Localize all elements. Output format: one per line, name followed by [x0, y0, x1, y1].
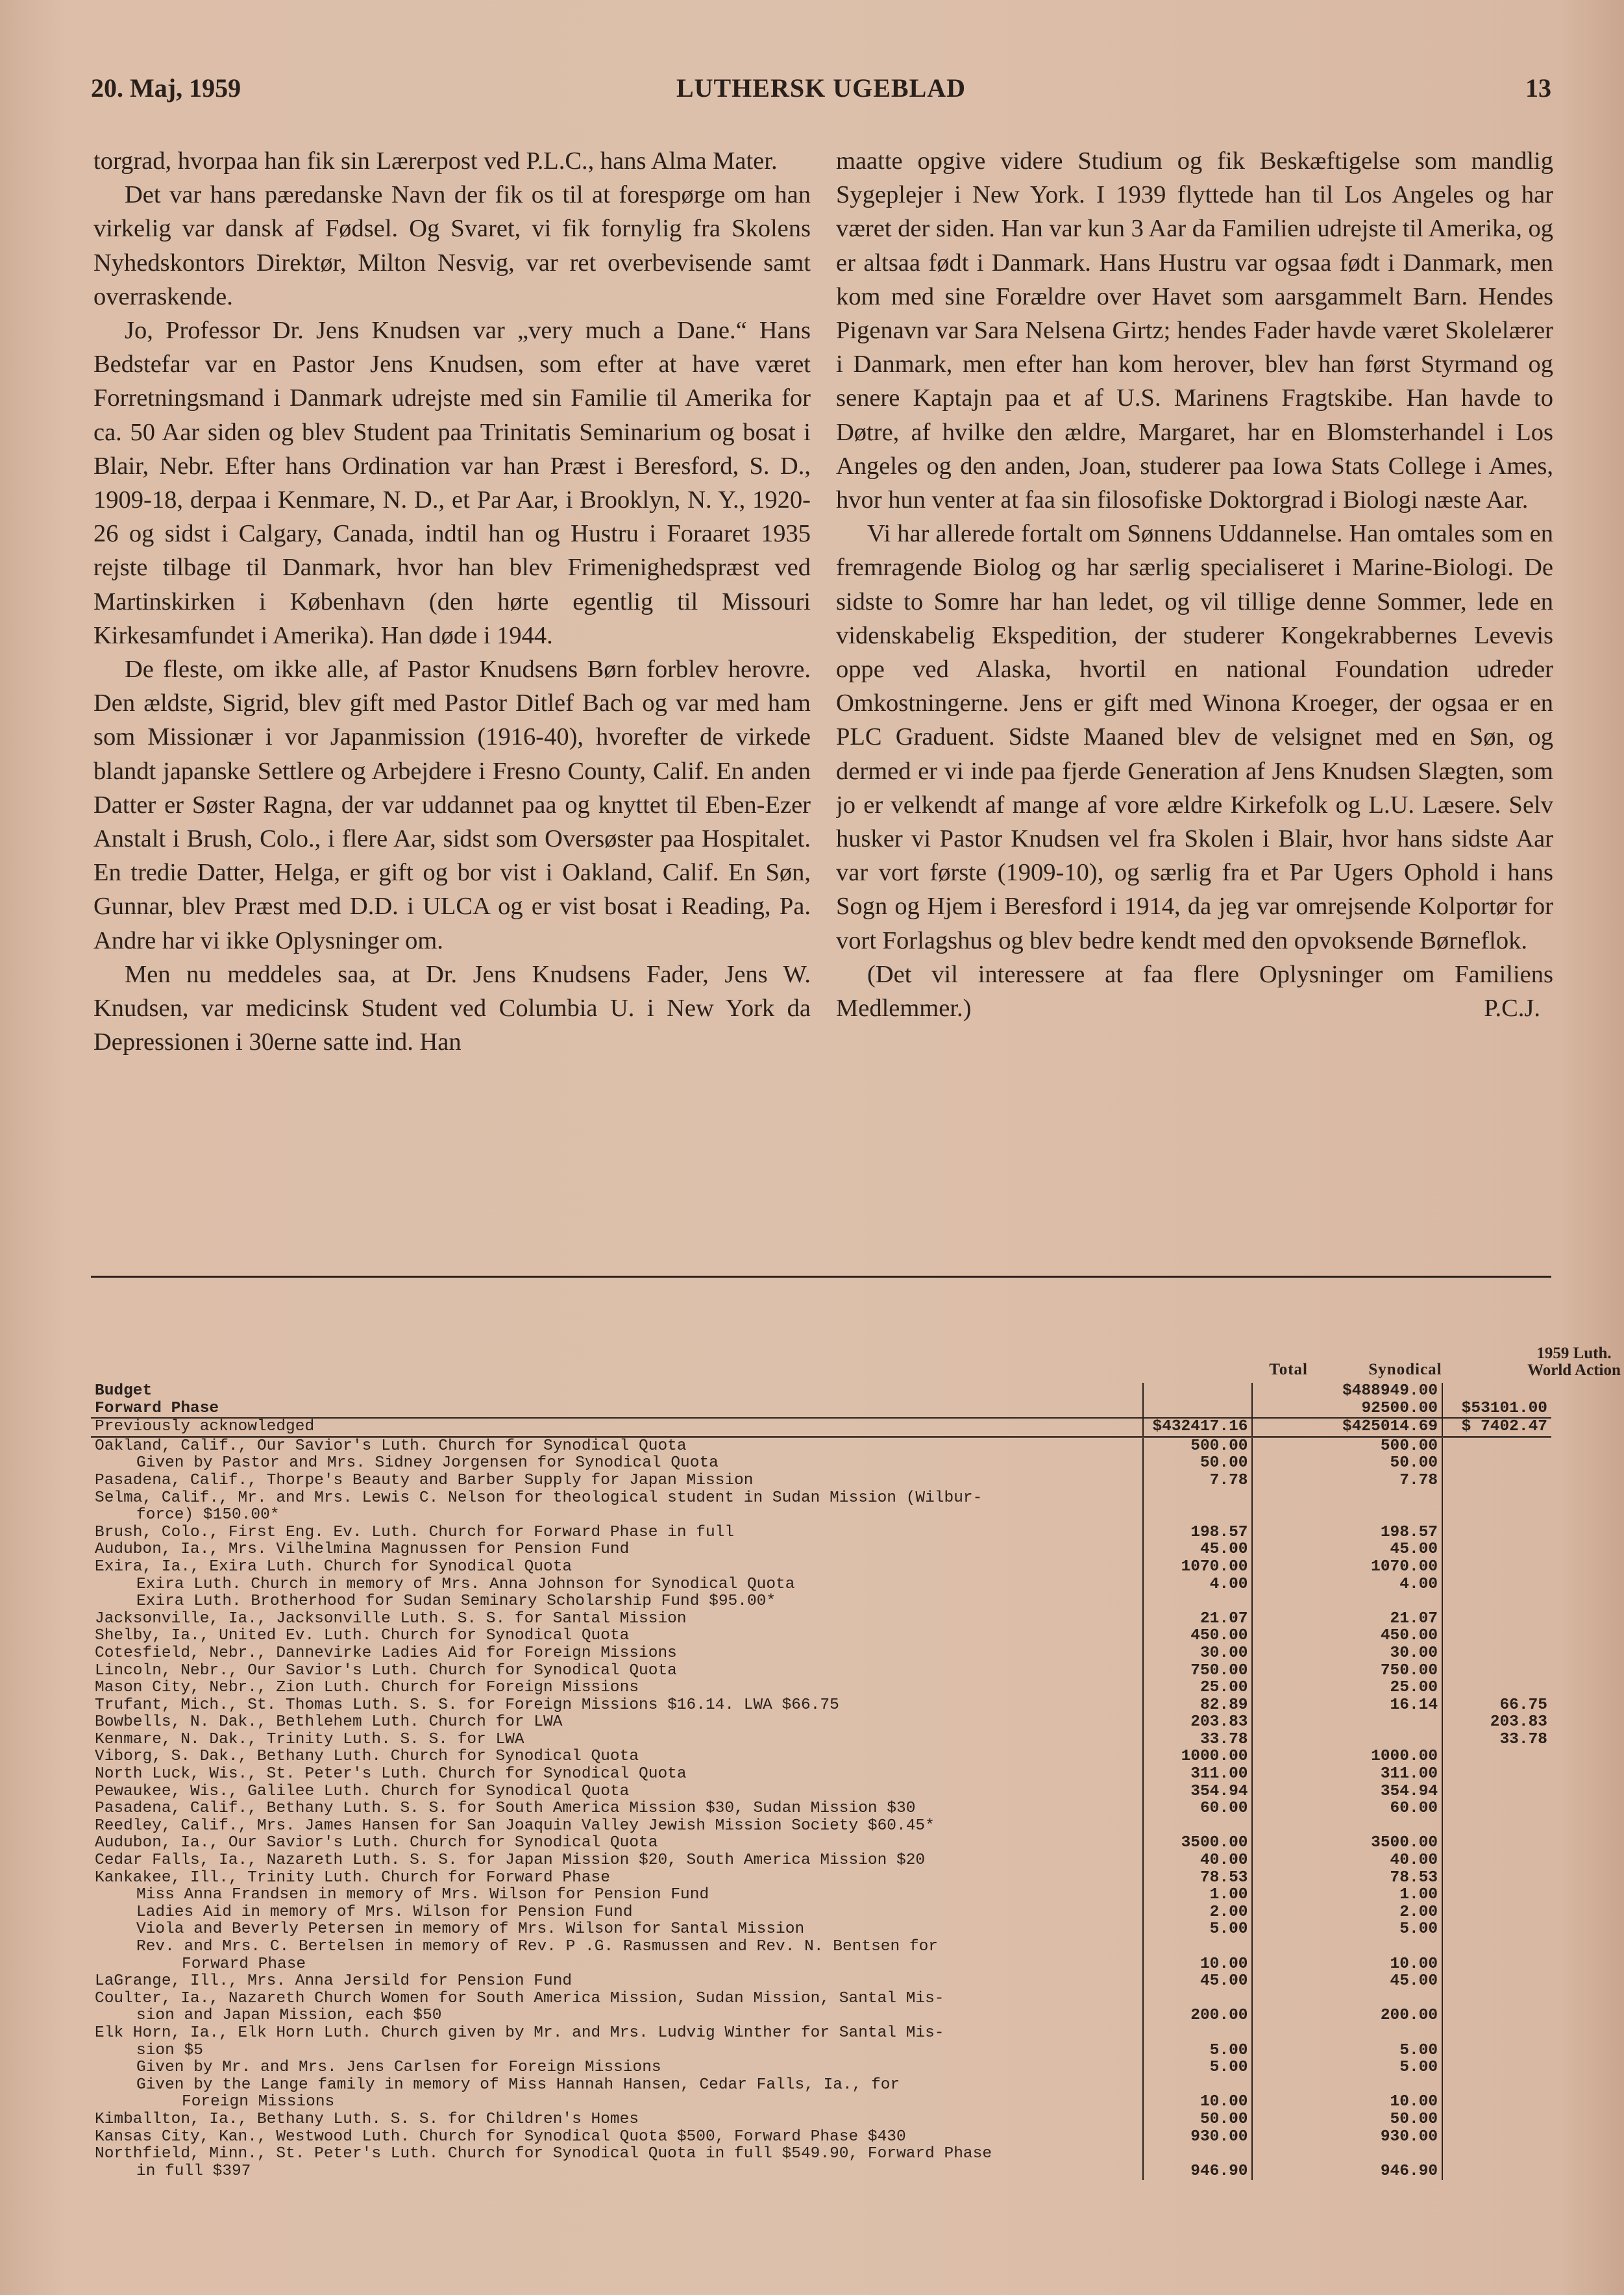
cell-synodical: 60.00: [1252, 1800, 1442, 1818]
cell-total: 5.00: [1143, 2042, 1253, 2060]
row-description: Mason City, Nebr., Zion Luth. Church for Foreign Missions: [95, 1680, 639, 1697]
cell-synodical: 45.00: [1252, 1541, 1442, 1559]
table-row: [91, 1800, 1551, 1818]
cell-lwa: [1442, 1645, 1551, 1663]
cell-lwa: [1442, 2059, 1551, 2077]
cell-synodical: $488949.00: [1252, 1383, 1442, 1400]
cell-total: $432417.16: [1143, 1418, 1253, 1437]
cell-lwa: [1442, 1870, 1551, 1887]
cell-total: 10.00: [1143, 2094, 1253, 2111]
cell-total: 40.00: [1143, 1852, 1253, 1870]
cell-synodical: 5.00: [1252, 2059, 1442, 2077]
row-description: Trufant, Mich., St. Thomas Luth. S. S. for Foreign Missions $16.14. LWA $66.75: [95, 1696, 839, 1714]
cell-lwa: [1442, 1748, 1551, 1766]
cell-total: 450.00: [1143, 1628, 1253, 1645]
cell-synodical: 7.78: [1252, 1472, 1442, 1490]
row-description: Kansas City, Kan., Westwood Luth. Church for Synodical Quota $500, Forward Phase $430: [95, 2128, 906, 2146]
table-row: [91, 1559, 1551, 1576]
row-description: Budget: [95, 1383, 153, 1400]
row-description: Rev. and Mrs. C. Bertelsen in memory of Rev. P .G. Rasmussen and Rev. N. Bentsen for: [136, 1939, 939, 1955]
cell-lwa: [1442, 1852, 1551, 1870]
table-header: [91, 1324, 1621, 1383]
cell-total: 21.07: [1143, 1611, 1253, 1628]
cell-lwa: [1442, 1472, 1551, 1490]
cell-total: 946.90: [1143, 2163, 1253, 2181]
cell-synodical: [1252, 1714, 1442, 1731]
cell-synodical: [1252, 1593, 1442, 1611]
cell-lwa: [1442, 1680, 1551, 1697]
cell-total: [1143, 1507, 1253, 1524]
row-description: Viola and Beverly Petersen in memory of Mrs. Wilson for Santal Mission: [136, 1921, 805, 1939]
cell-lwa: 66.75: [1442, 1697, 1551, 1715]
cell-lwa: [1442, 1576, 1551, 1594]
cell-lwa: [1442, 1904, 1551, 1922]
cell-synodical: 198.57: [1252, 1524, 1442, 1542]
cell-total: [1143, 1818, 1253, 1835]
article-paragraph: Vi har allerede fortalt om Sønnens Uddannelse. Han omtales som en fremragende Biolog og har særlig specialiseret i Marine-Biologi. De sidste to Somre har han ledet, og vil tillige denne Sommer, lede en videnskabelig Ekspedition, der studerer Kongekrabbernes Levevis oppe ved Alaska, hvortil en national Foundation udreder Omkostningerne. Jens er gift med Winona Kroeger, der ogsaa er en PLC Graduent. Sidste Maaned blev de velsignet med en Søn, og dermed er vi inde paa fjerde Generation af Jens Knudsen Slægten, som jo er velkendt af mange af vore ældre Kirkefolk og L.U. Læsere. Selv husker vi Pastor Knudsen vel fra Skolen i Blair, hvor hans sidste Aar var vort første (1909-10), og særlig fra et Par Ugers Ophold i hans Sogn og Hjem i Beresford i 1914, da jeg var omrejsende Kolportør for vort Forlagshus og blev bedre kendt med den opvoksende Børneflok.: [836, 520, 1553, 954]
cell-total: 203.83: [1143, 1714, 1253, 1731]
cell-lwa: 33.78: [1442, 1731, 1551, 1749]
table-row: [91, 2129, 1551, 2146]
table-row: [91, 1870, 1551, 1887]
article-paragraph: De fleste, om ikke alle, af Pastor Knudsens Børn forblev herovre. Den ældste, Sigrid, blev gift med Pastor Ditlef Bach og var med ham som Missionær i vor Japanmission (1916-40), hvorefter de virkede blandt japanske Settlere og Arbejdere i Fresno County, Calif. En anden Datter er Søster Ragna, der var uddannet paa og knyttet til Eben-Ezer Anstalt i Brush, Colo., i flere Aar, sidst som Oversøster paa Hospitalet. En tredie Datter, Helga, er gift og bor vist i Oakland, Calif. En Søn, Gunnar, blev Præst med D.D. i ULCA og er vist bosat i Reading, Pa. Andre har vi ikke Oplysninger om.: [93, 656, 811, 954]
row-description: Reedley, Calif., Mrs. James Hansen for San Joaquin Valley Jewish Mission Society $60.45*: [95, 1817, 935, 1835]
cell-synodical: 45.00: [1252, 1973, 1442, 1991]
cell-total: 930.00: [1143, 2129, 1253, 2146]
table-row: [91, 1383, 1551, 1400]
cell-lwa: [1442, 1783, 1551, 1801]
cell-synodical: 10.00: [1252, 2094, 1442, 2111]
row-description: Given by Pastor and Mrs. Sidney Jorgensen for Synodical Quota: [136, 1455, 719, 1472]
row-description: Brush, Colo., First Eng. Ev. Luth. Church for Forward Phase in full: [95, 1524, 735, 1541]
cell-total: 78.53: [1143, 1870, 1253, 1887]
row-description: Foreign Missions: [182, 2094, 335, 2111]
row-description: LaGrange, Ill., Mrs. Anna Jersild for Pension Fund: [95, 1973, 572, 1991]
cell-lwa: [1442, 1541, 1551, 1559]
cell-total: [1143, 1400, 1253, 1419]
row-description: Kimballton, Ia., Bethany Luth. S. S. for Children's Homes: [95, 2111, 639, 2128]
cell-synodical: 1070.00: [1252, 1559, 1442, 1576]
cell-synodical: 946.90: [1252, 2163, 1442, 2181]
row-description: Bowbells, N. Dak., Bethlehem Luth. Church for LWA: [95, 1714, 563, 1731]
row-description: sion $5: [136, 2042, 203, 2059]
cell-lwa: [1442, 1939, 1551, 1956]
cell-lwa: 203.83: [1442, 1714, 1551, 1731]
cell-total: 200.00: [1143, 2007, 1253, 2025]
cell-total: 1.00: [1143, 1887, 1253, 1904]
table-row: [91, 2007, 1551, 2025]
cell-synodical: 92500.00: [1252, 1400, 1442, 1419]
cell-synodical: [1252, 2025, 1442, 2042]
table-row: [91, 1852, 1551, 1870]
cell-synodical: [1252, 1507, 1442, 1524]
cell-lwa: [1442, 1611, 1551, 1628]
table-row: [91, 2042, 1551, 2060]
cell-lwa: [1442, 1956, 1551, 1974]
cell-lwa: [1442, 1628, 1551, 1645]
cell-synodical: 2.00: [1252, 1904, 1442, 1922]
cell-lwa: [1442, 1663, 1551, 1680]
row-description: Selma, Calif., Mr. and Mrs. Lewis C. Nelson for theological student in Sudan Mission (Wilbur-: [95, 1489, 983, 1507]
table-row: [91, 1939, 1551, 1956]
cell-synodical: $425014.69: [1252, 1418, 1442, 1437]
publication-title: LUTHERSK UGEBLAD: [676, 73, 966, 103]
contributions-table: [91, 1324, 1621, 2180]
row-description: Forward Phase: [91, 1400, 1143, 1419]
cell-synodical: [1252, 1731, 1442, 1749]
row-description: in full $397: [136, 2163, 251, 2180]
cell-total: 10.00: [1143, 1956, 1253, 1974]
cell-total: [1143, 1593, 1253, 1611]
table-row: [91, 1714, 1551, 1731]
contributions-grid: [91, 1383, 1551, 2180]
cell-lwa: [1442, 1973, 1551, 1991]
cell-total: 1070.00: [1143, 1559, 1253, 1576]
cell-synodical: 450.00: [1252, 1628, 1442, 1645]
row-description: force) $150.00*: [136, 1507, 280, 1524]
table-row: [91, 1663, 1551, 1680]
cell-total: [1143, 1991, 1253, 2008]
cell-synodical: 3500.00: [1252, 1835, 1442, 1852]
cell-synodical: 50.00: [1252, 2111, 1442, 2129]
row-description: Pewaukee, Wis., Galilee Luth. Church for Synodical Quota: [95, 1783, 630, 1800]
row-description: Shelby, Ia., United Ev. Luth. Church for Synodical Quota: [95, 1628, 630, 1645]
cell-total: 50.00: [1143, 1455, 1253, 1472]
row-description: Exira, Ia., Exira Luth. Church for Synodical Quota: [95, 1558, 572, 1576]
cell-synodical: 16.14: [1252, 1697, 1442, 1715]
cell-total: 45.00: [1143, 1973, 1253, 1991]
row-description: Exira Luth. Church in memory of Mrs. Anna Johnson for Synodical Quota: [136, 1576, 795, 1593]
cell-total: 4.00: [1143, 1576, 1253, 1594]
cell-total: 50.00: [1143, 2111, 1253, 2129]
row-description: Kankakee, Ill., Trinity Luth. Church for Forward Phase: [95, 1869, 610, 1887]
cell-lwa: [1442, 2111, 1551, 2129]
table-row: [91, 1611, 1551, 1628]
page-number: 13: [1525, 73, 1551, 103]
article-paragraph: torgrad, hvorpaa han fik sin Lærerpost ved P.L.C., hans Alma Mater.: [93, 147, 778, 175]
table-row: [91, 1921, 1551, 1939]
cell-synodical: 10.00: [1252, 1956, 1442, 1974]
table-row: [91, 1576, 1551, 1594]
table-row: [91, 1904, 1551, 1922]
cell-total: 33.78: [1143, 1731, 1253, 1749]
article-paragraph: Men nu meddeles saa, at Dr. Jens Knudsens Fader, Jens W. Knudsen, var medicinsk Student ved Columbia U. i New York da Depressionen i 30erne satte ind. Han: [93, 960, 811, 1056]
cell-synodical: 930.00: [1252, 2129, 1442, 2146]
column-header-total: Total: [1269, 1361, 1308, 1379]
cell-lwa: [1442, 1437, 1551, 1455]
cell-synodical: [1252, 1490, 1442, 1507]
table-row: [91, 1628, 1551, 1645]
cell-synodical: 1.00: [1252, 1887, 1442, 1904]
row-description: Jacksonville, Ia., Jacksonville Luth. S. S. for Santal Mission: [95, 1610, 687, 1628]
cell-lwa: [1442, 1991, 1551, 2008]
cell-total: 60.00: [1143, 1800, 1253, 1818]
row-description: Viborg, S. Dak., Bethany Luth. Church for Synodical Quota: [95, 1748, 639, 1766]
cell-synodical: 30.00: [1252, 1645, 1442, 1663]
cell-synodical: [1252, 1939, 1442, 1956]
cell-total: [1143, 2025, 1253, 2042]
row-description: Kenmare, N. Dak., Trinity Luth. S. S. for LWA: [95, 1731, 524, 1748]
cell-lwa: [1442, 1524, 1551, 1542]
cell-total: 25.00: [1143, 1680, 1253, 1697]
table-row: [91, 1680, 1551, 1697]
table-row: [91, 2025, 1551, 2042]
table-row: [91, 2077, 1551, 2094]
row-description: Miss Anna Frandsen in memory of Mrs. Wilson for Pension Fund: [136, 1887, 709, 1904]
cell-lwa: [1442, 1490, 1551, 1507]
cell-total: 3500.00: [1143, 1835, 1253, 1852]
article-paragraph: Det var hans pæredanske Navn der fik os til at forespørge om han virkelig var dansk af Fødsel. Og Svaret, vi fik fornylig fra Skolens Nyhedskontors Direktør, Milton Nesvig, var ret overbevisende samt overraskende.: [93, 181, 811, 310]
table-row: [91, 1472, 1551, 1490]
cell-total: [1143, 2146, 1253, 2163]
cell-synodical: 354.94: [1252, 1783, 1442, 1801]
table-row: [91, 1956, 1551, 1974]
issue-date: 20. Maj, 1959: [91, 73, 241, 103]
row-description: Northfield, Minn., St. Peter's Luth. Church for Synodical Quota in full $549.90, Forward Phase: [95, 2146, 992, 2163]
row-description: Coulter, Ia., Nazareth Church Women for South America Mission, Sudan Mission, Santal Mis-: [95, 1990, 944, 2007]
cell-synodical: 25.00: [1252, 1680, 1442, 1697]
cell-total: [1143, 2077, 1253, 2094]
cell-synodical: [1252, 1991, 1442, 2008]
cell-synodical: 750.00: [1252, 1663, 1442, 1680]
cell-lwa: [1442, 2129, 1551, 2146]
table-row: [91, 1818, 1551, 1835]
article-paragraph: Jo, Professor Dr. Jens Knudsen var „very much a Dane.“ Hans Bedstefar var en Pastor Jens Knudsen, som efter at have været Forretningsmand i Danmark udrejste med sin Familie til Amerika for ca. 50 Aar siden og blev Student paa Trinitatis Seminarium og bosat i Blair, Nebr. Efter hans Ordination var han Præst i Beresford, S. D., 1909-18, derpaa i Kenmare, N. D., et Par Aar, i Brooklyn, N. Y., 1920-26 og sidst i Calgary, Canada, indtil han og Hustru i Foraaret 1935 rejste tilbage til Danmark, hvor han blev Frimenighedspræst ved Martinskirken i København (den hørte egentlig til Missouri Kirkesamfundet i Amerika). Han døde i 1944.: [93, 317, 811, 649]
row-description: Audubon, Ia., Our Savior's Luth. Church for Synodical Quota: [95, 1835, 658, 1852]
table-row: [91, 1524, 1551, 1542]
table-row: [91, 1418, 1551, 1437]
table-row: [91, 2163, 1551, 2181]
cell-lwa: [1442, 1835, 1551, 1852]
cell-total: 2.00: [1143, 1904, 1253, 1922]
cell-total: 7.78: [1143, 1472, 1253, 1490]
article-signature: P.C.J.: [1484, 995, 1540, 1023]
row-description: Ladies Aid in memory of Mrs. Wilson for Pension Fund: [136, 1904, 633, 1921]
cell-lwa: [1442, 1559, 1551, 1576]
row-description: Exira Luth. Brotherhood for Sudan Seminary Scholarship Fund $95.00*: [136, 1593, 776, 1611]
cell-lwa: [1442, 1800, 1551, 1818]
row-description: Audubon, Ia., Mrs. Vilhelmina Magnussen for Pension Fund: [95, 1541, 630, 1559]
section-divider: [91, 1276, 1551, 1278]
article-paragraph: (Det vil interessere at faa flere Oplysninger om Familiens Medlemmer.): [836, 960, 1553, 1023]
table-row: [91, 2146, 1551, 2163]
cell-lwa: $53101.00: [1442, 1400, 1551, 1419]
row-description: Pasadena, Calif., Bethany Luth. S. S. for South America Mission $30, Sudan Mission $30: [95, 1800, 916, 1818]
cell-synodical: 200.00: [1252, 2007, 1442, 2025]
table-row: [91, 2094, 1551, 2111]
cell-total: [1143, 1490, 1253, 1507]
table-row: [91, 2111, 1551, 2129]
cell-synodical: 1000.00: [1252, 1748, 1442, 1766]
cell-synodical: 4.00: [1252, 1576, 1442, 1594]
table-row: [91, 1991, 1551, 2008]
cell-total: [1143, 1383, 1253, 1400]
cell-synodical: 311.00: [1252, 1766, 1442, 1783]
cell-lwa: [1442, 2007, 1551, 2025]
table-row: [91, 2059, 1551, 2077]
cell-lwa: $ 7402.47: [1442, 1418, 1551, 1437]
cell-total: 198.57: [1143, 1524, 1253, 1542]
table-row: [91, 1783, 1551, 1801]
cell-lwa: [1442, 2146, 1551, 2163]
cell-lwa: [1442, 1383, 1551, 1400]
cell-total: 30.00: [1143, 1645, 1253, 1663]
cell-lwa: [1442, 1921, 1551, 1939]
row-description: Elk Horn, Ia., Elk Horn Luth. Church given by Mr. and Mrs. Ludvig Winther for Santal Mis-: [95, 2024, 944, 2042]
article-paragraph: maatte opgive videre Studium og fik Beskæftigelse som mandlig Sygeplejer i New York. I 1939 flyttede han til Los Angeles og har været der siden. Han var kun 3 Aar da Familien udrejste til Amerika, og er altsaa født i Danmark. Hans Hustru var ogsaa født i Danmark, men kom med sine Forældre over Havet som aarsgammelt Barn. Hendes Pigenavn var Sara Nelsena Girtz; hendes Fader havde været Skolelærer i Danmark, men efter han kom herover, blev han først Styrmand og senere Kaptajn paa et af U.S. Marinens Fragtskibe. Han havde to Døtre, af hvilke den ældre, Margaret, har en Blomsterhandel i Los Angeles og den anden, Joan, studerer paa Iowa Stats College i Ames, hvor hun venter at faa sin filosofiske Doktorgrad i Biologi næste Aar.: [836, 147, 1553, 514]
table-row: [91, 1490, 1551, 1507]
cell-total: 5.00: [1143, 2059, 1253, 2077]
column-header-lwa: 1959 Luth. World Action: [1527, 1345, 1621, 1379]
cell-total: 311.00: [1143, 1766, 1253, 1783]
table-row: [91, 1593, 1551, 1611]
cell-synodical: 50.00: [1252, 1455, 1442, 1472]
page-header: [91, 73, 1551, 112]
row-description: Pasadena, Calif., Thorpe's Beauty and Barber Supply for Japan Mission: [95, 1472, 754, 1489]
cell-total: 45.00: [1143, 1541, 1253, 1559]
row-description: Given by the Lange family in memory of Miss Hannah Hansen, Cedar Falls, Ia., for: [136, 2076, 900, 2094]
row-description: Oakland, Calif., Our Savior's Luth. Church for Synodical Quota: [95, 1437, 687, 1455]
cell-synodical: 21.07: [1252, 1611, 1442, 1628]
column-header-synodical: Synodical: [1368, 1361, 1442, 1379]
table-row: [91, 1400, 1551, 1419]
row-description: Previously acknowledged: [91, 1418, 1143, 1437]
row-description: Cotesfield, Nebr., Dannevirke Ladies Aid for Foreign Missions: [95, 1644, 677, 1662]
table-row: [91, 1887, 1551, 1904]
table-row: [91, 1973, 1551, 1991]
row-description: North Luck, Wis., St. Peter's Luth. Church for Synodical Quota: [95, 1766, 687, 1783]
cell-total: 1000.00: [1143, 1748, 1253, 1766]
cell-lwa: [1442, 2042, 1551, 2060]
table-row: [91, 1766, 1551, 1783]
cell-lwa: [1442, 2163, 1551, 2181]
table-row: [91, 1835, 1551, 1852]
cell-synodical: 5.00: [1252, 1921, 1442, 1939]
cell-lwa: [1442, 2025, 1551, 2042]
table-row: [91, 1507, 1551, 1524]
row-description: Lincoln, Nebr., Our Savior's Luth. Church for Synodical Quota: [95, 1662, 677, 1680]
cell-synodical: 5.00: [1252, 2042, 1442, 2060]
cell-synodical: [1252, 1818, 1442, 1835]
table-row: [91, 1645, 1551, 1663]
cell-lwa: [1442, 1507, 1551, 1524]
table-row: [91, 1437, 1551, 1455]
cell-total: [1143, 1939, 1253, 1956]
cell-synodical: 40.00: [1252, 1852, 1442, 1870]
cell-lwa: [1442, 2094, 1551, 2111]
row-description: Given by Mr. and Mrs. Jens Carlsen for Foreign Missions: [136, 2059, 661, 2077]
cell-lwa: [1442, 1887, 1551, 1904]
cell-total: 354.94: [1143, 1783, 1253, 1801]
cell-total: 5.00: [1143, 1921, 1253, 1939]
article-column-left: [93, 144, 811, 1235]
cell-lwa: [1442, 1455, 1551, 1472]
table-row: [91, 1455, 1551, 1472]
cell-lwa: [1442, 1593, 1551, 1611]
row-description: sion and Japan Mission, each $50: [136, 2007, 442, 2025]
table-row: [91, 1541, 1551, 1559]
article-column-right: [836, 144, 1553, 1235]
cell-synodical: 78.53: [1252, 1870, 1442, 1887]
cell-total: 500.00: [1143, 1437, 1253, 1455]
table-row: [91, 1731, 1551, 1749]
cell-lwa: [1442, 1818, 1551, 1835]
cell-synodical: [1252, 2077, 1442, 2094]
cell-synodical: 500.00: [1252, 1437, 1442, 1455]
table-row: [91, 1748, 1551, 1766]
cell-total: 750.00: [1143, 1663, 1253, 1680]
cell-total: 82.89: [1143, 1697, 1253, 1715]
cell-lwa: [1442, 1766, 1551, 1783]
cell-lwa: [1442, 2077, 1551, 2094]
cell-synodical: [1252, 2146, 1442, 2163]
table-row: [91, 1697, 1551, 1715]
row-description: Forward Phase: [182, 1955, 306, 1973]
row-description: Cedar Falls, Ia., Nazareth Luth. S. S. for Japan Mission $20, South America Mission $20: [95, 1852, 926, 1870]
